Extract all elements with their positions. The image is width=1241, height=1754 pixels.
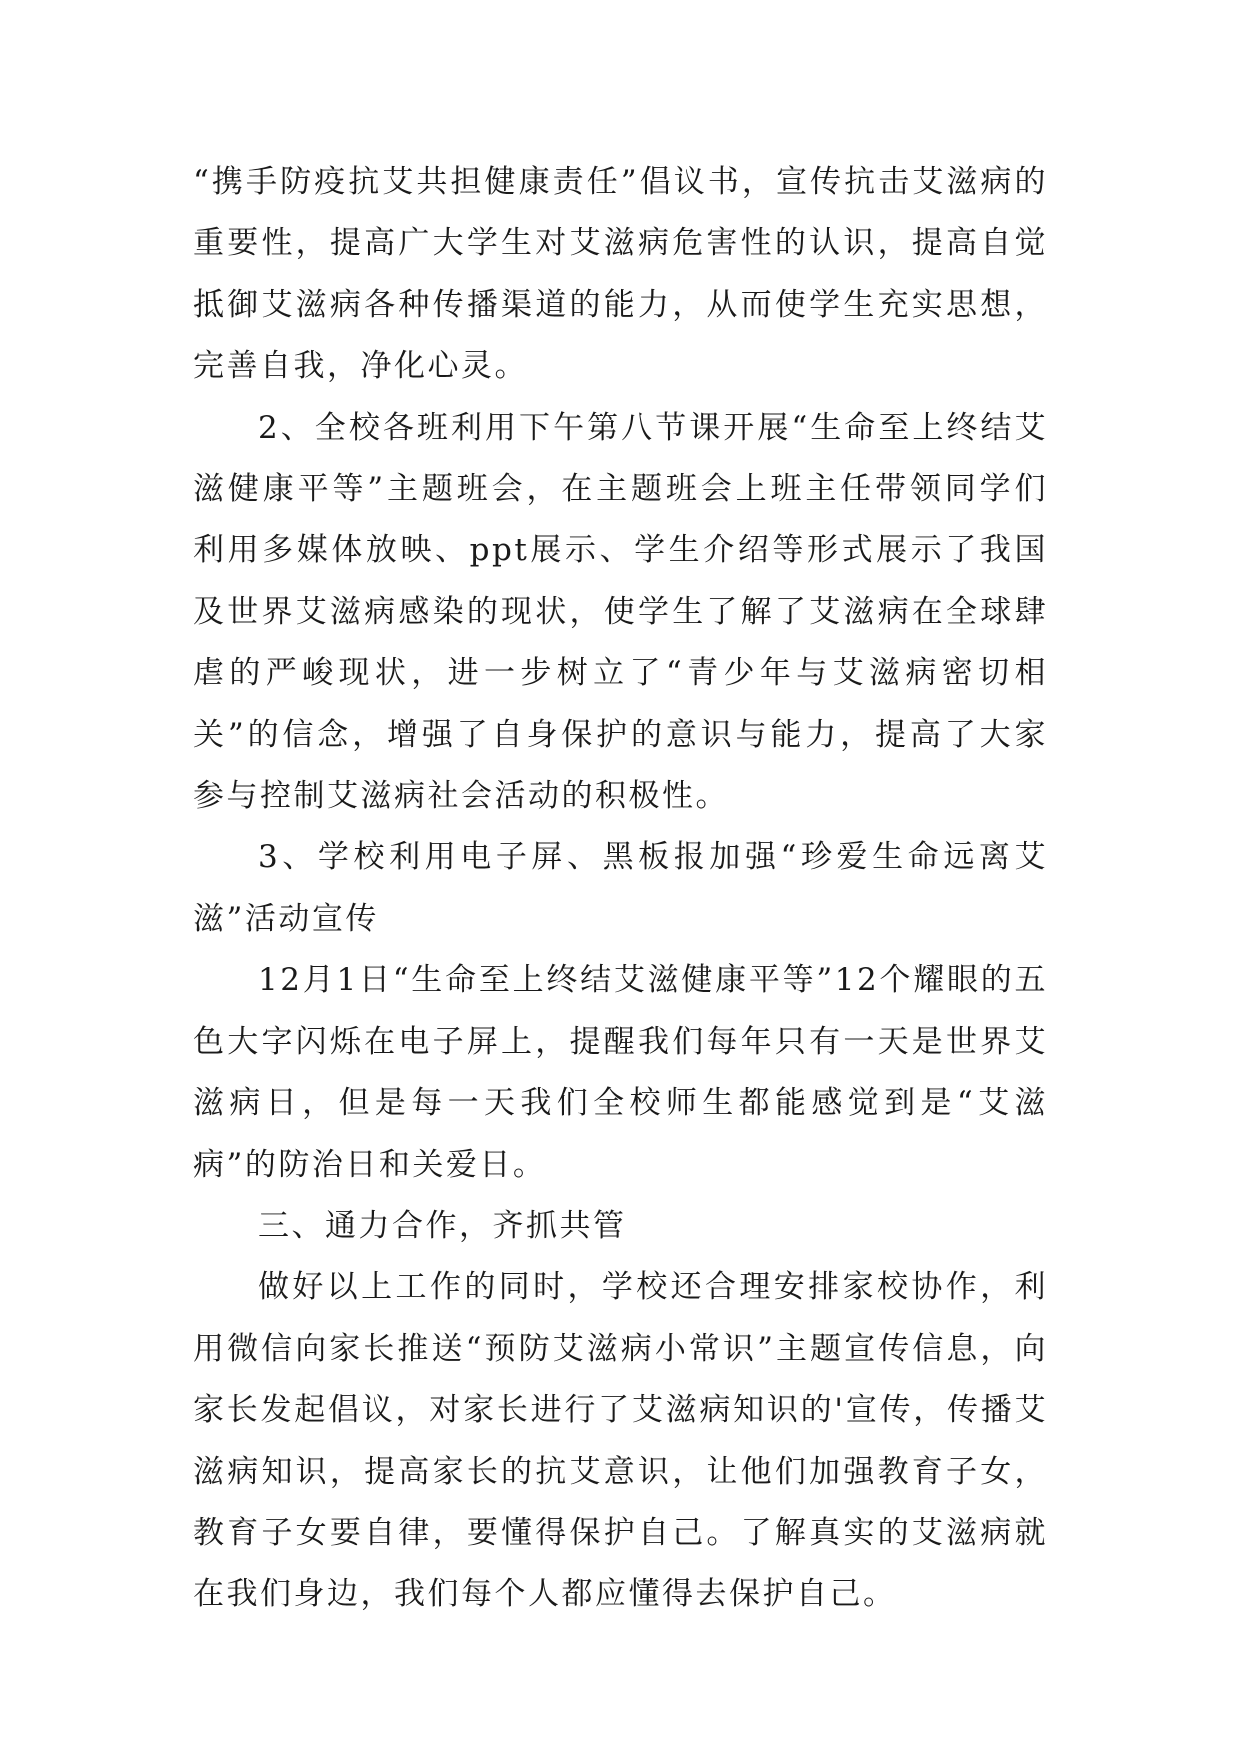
paragraph-1: “携手防疫抗艾共担健康责任”倡议书，宣传抗击艾滋病的重要性，提高广大学生对艾滋病危害性的认识，提高自觉抵御艾滋病各种传播渠道的能力，从而使学生充实思想，完善自我，净化心灵。 <box>193 164 1048 385</box>
paragraph-4: 12月1日“生命至上终结艾滋健康平等”12个耀眼的五色大字闪烁在电子屏上，提醒我们每年只有一天是世界艾滋病日，但是每一天我们全校师生都能感觉到是“艾滋病”的防治日和关爱日。 <box>193 962 1048 1183</box>
paragraph-3: 3、学校利用电子屏、黑板报加强“珍爱生命远离艾滋”活动宣传 <box>193 839 1048 937</box>
section-heading-3: 三、通力合作，齐抓共管 <box>258 1207 627 1244</box>
paragraph-5: 做好以上工作的同时，学校还合理安排家校协作，利用微信向家长推送“预防艾滋病小常识”主题宣传信息，向家长发起倡议，对家长进行了艾滋病知识的'宣传，传播艾滋病知识，提高家长的抗艾意识，让他们加强教育子女，教育子女要自律，要懂得保护自己。了解真实的艾滋病就在我们身边，我们每个人都应懂得去保护自己。 <box>193 1269 1048 1613</box>
document-body <box>193 152 1048 1626</box>
paragraph-2: 2、全校各班利用下午第八节课开展“生命至上终结艾滋健康平等”主题班会，在主题班会上班主任带领同学们利用多媒体放映、ppt展示、学生介绍等形式展示了我国及世界艾滋病感染的现状，使学生了解了艾滋病在全球肆虐的严峻现状，进一步树立了“青少年与艾滋病密切相关”的信念，增强了自身保护的意识与能力，提高了大家参与控制艾滋病社会活动的积极性。 <box>193 409 1048 815</box>
